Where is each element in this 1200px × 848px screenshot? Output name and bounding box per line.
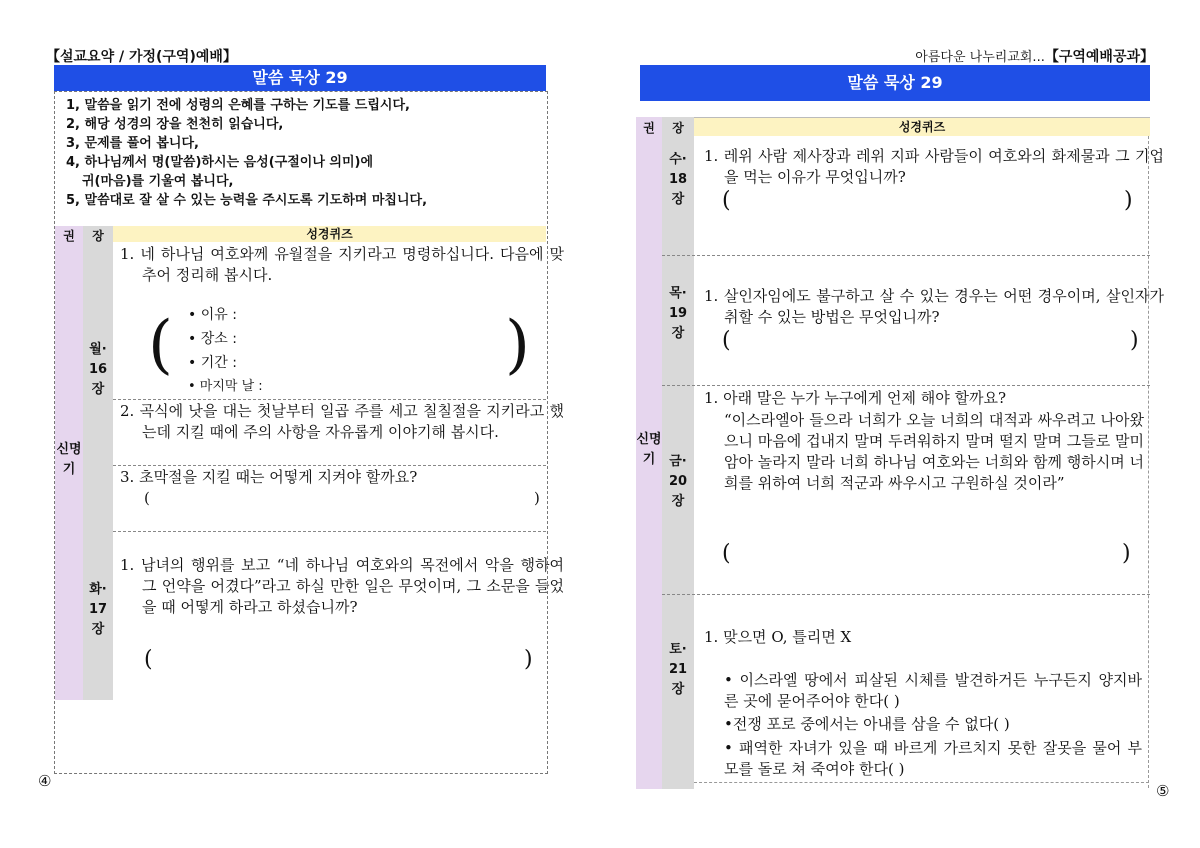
right-jang-header: 장 xyxy=(672,121,684,135)
instructions xyxy=(66,96,541,210)
list-item: • 기간 : xyxy=(188,355,237,371)
right-sat-bullet: • 패역한 자녀가 있을 때 바르게 가르치지 못한 잘못을 물어 부모를 돌로 쳐 죽여야 한다( ) xyxy=(724,739,1142,778)
day-label-thu: 목·19장 xyxy=(668,286,688,341)
left-q1: 1. 네 하나님 여호와께 유월절을 지키라고 명령하십니다. 다음에 맞추어 정리해 봅시다. xyxy=(120,245,564,284)
day-label-tue: 화·17장 xyxy=(88,582,108,637)
answer-paren-left: ( xyxy=(722,328,731,353)
answer-paren-left: ( xyxy=(144,647,153,672)
instruction-line: 3, 문제를 풀어 봅니다, xyxy=(66,136,199,151)
divider xyxy=(113,465,546,466)
instruction-line: 5, 말씀대로 잘 살 수 있는 능력을 주시도록 기도하며 마칩니다, xyxy=(66,193,428,208)
church-name: 아름다운 나누리교회... xyxy=(915,50,1045,65)
answer-paren-left: ( xyxy=(722,541,731,566)
left-tue-q1: 1. 남녀의 행위를 보고 “네 하나님 여호와의 목전에서 악을 행하여 그 언약을 어겼다”라고 하실 만한 일은 무엇이며, 그 소문을 들었을 때 어떻게 하라고 하셨습니까? xyxy=(120,556,564,616)
list-item: • 이유 : xyxy=(188,307,237,323)
day-label-sat: 토·21장 xyxy=(668,642,688,697)
answer-paren-left: ( xyxy=(722,188,731,213)
day-label-mon: 월·16장 xyxy=(88,342,108,397)
open-paren: ( xyxy=(148,308,173,382)
day-divider xyxy=(662,594,1150,595)
item-list xyxy=(188,303,408,399)
booklet-label: 【구역예배공과】 xyxy=(1044,49,1154,65)
left-quiz-header: 성경퀴즈 xyxy=(113,226,546,242)
page-number-left: ④ xyxy=(38,772,52,790)
day-divider xyxy=(662,255,1150,256)
right-wed-q1: 1. 레위 사람 제사장과 레위 지파 사람들이 여호와의 화제물과 그 기업을 먹는 이유가 무엇입니까? xyxy=(704,147,1164,186)
list-item: • 마지막 날 : xyxy=(188,379,263,394)
page-number-right: ⑤ xyxy=(1156,782,1170,800)
right-frame-right xyxy=(1148,136,1149,788)
day-label-wed: 수·18장 xyxy=(668,152,688,207)
day-divider xyxy=(662,385,1150,386)
right-title-bar: 말씀 묵상 29 xyxy=(640,65,1150,101)
right-fri-q1: 1. 아래 말은 누가 누구에게 언제 해야 할까요? xyxy=(704,389,1007,407)
left-book-name: 신명기 xyxy=(56,442,82,477)
day-label-fri: 금·20장 xyxy=(668,454,688,509)
right-quiz-header: 성경퀴즈 xyxy=(694,118,1150,136)
day-divider xyxy=(113,531,546,532)
answer-paren-left: ( xyxy=(144,489,150,507)
answer-paren-right: ) xyxy=(1124,188,1133,213)
instruction-line: 2, 해당 성경의 장을 천천히 읽습니다, xyxy=(66,117,284,132)
right-frame-bottom xyxy=(694,782,1149,783)
instruction-line: 1, 말씀을 읽기 전에 성령의 은혜를 구하는 기도를 드립시다, xyxy=(66,98,410,113)
right-fri-quote: “이스라엘아 들으라 너희가 오늘 너희의 대적과 싸우려고 나아왔으니 마음에 겁내지 말며 두려워하지 말며 떨지 말며 그들로 말미암아 놀라지 말라 너희 하나님 여호와는 너희와 함께 행하시며 너희를 위하여 너희 적군과 싸우시고 구원하실 것이라” xyxy=(724,411,1144,492)
answer-paren-right: ) xyxy=(1130,328,1139,353)
close-paren: ) xyxy=(505,308,530,382)
left-header: 【설교요약 / 가정(구역)예배】 xyxy=(46,49,237,65)
divider xyxy=(113,399,546,400)
right-sat-q1: 1. 맞으면 O, 틀리면 X xyxy=(704,628,852,646)
left-gwon-header: 권 xyxy=(63,229,75,243)
left-title-bar: 말씀 묵상 29 xyxy=(54,65,546,91)
instruction-line: 귀(마음)를 기울여 봅니다, xyxy=(82,174,234,189)
left-jang-header: 장 xyxy=(92,229,104,243)
right-header xyxy=(915,46,1154,66)
right-sat-bullet: • 이스라엘 땅에서 피살된 시체를 발견하거든 누구든지 양지바른 곳에 묻어주어야 한다( ) xyxy=(724,671,1142,710)
answer-paren-right: ) xyxy=(1122,541,1131,566)
right-book-name: 신명기 xyxy=(636,432,662,467)
left-q2: 2. 곡식에 낫을 대는 첫날부터 일곱 주를 세고 칠칠절을 지키라고 했는데 지킬 때에 주의 사항을 자유롭게 이야기해 봅시다. xyxy=(120,402,564,441)
list-item: • 장소 : xyxy=(188,331,237,347)
answer-paren-right: ) xyxy=(534,489,540,507)
answer-paren-right: ) xyxy=(524,647,533,672)
instruction-line: 4, 하나님께서 명(말씀)하시는 음성(구절이나 의미)에 xyxy=(66,155,374,170)
right-sat-bullet: •전쟁 포로 중에서는 아내를 삼을 수 없다( ) xyxy=(724,715,1010,733)
left-q3: 3. 초막절을 지킬 때는 어떻게 지켜야 할까요? xyxy=(120,468,418,486)
right-thu-q1: 1. 살인자임에도 불구하고 살 수 있는 경우는 어떤 경우이며, 살인자가 취할 수 있는 방법은 무엇입니까? xyxy=(704,287,1164,326)
right-gwon-header: 권 xyxy=(643,121,655,135)
right-frame-top xyxy=(640,101,1150,118)
